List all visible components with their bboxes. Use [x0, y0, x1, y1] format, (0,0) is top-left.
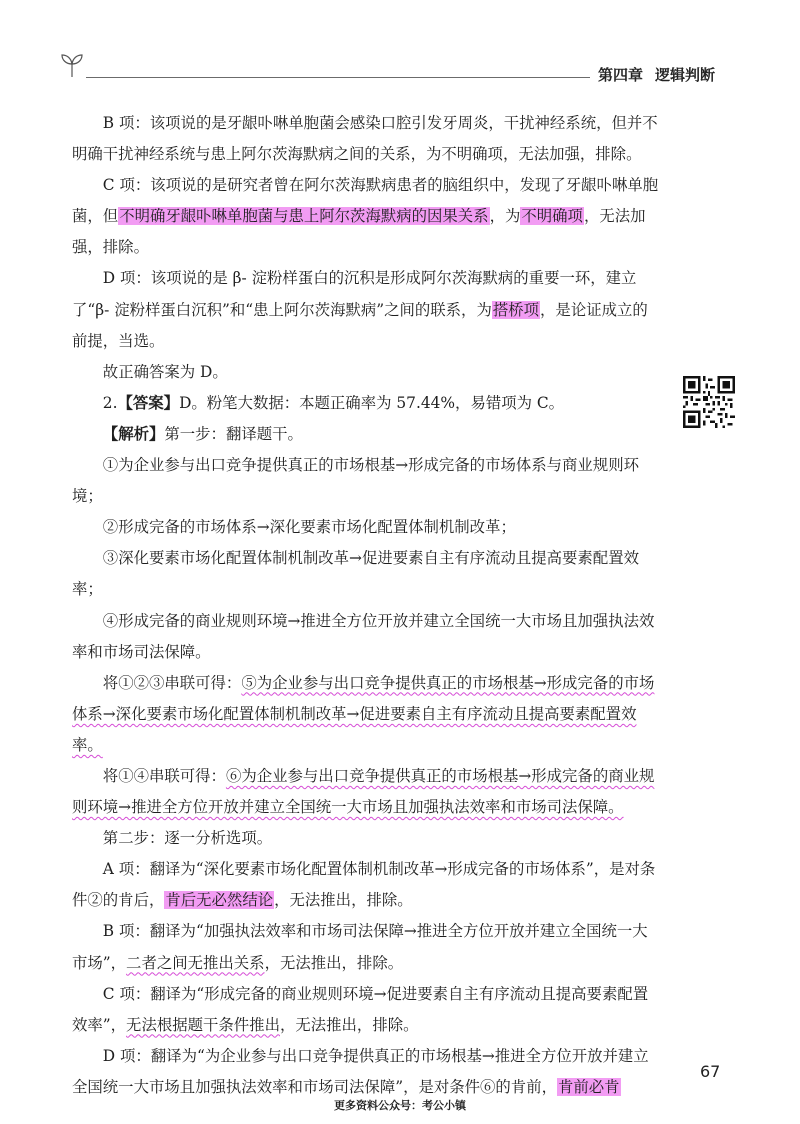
wavy-underline: ⑥为企业参与出口竞争提供真正的市场根基→形成完备的商业规则环境→推进全方位开放并建立全国统一大市场且加强执法效率和市场司法保障。	[72, 766, 655, 817]
text-segment: B 项：翻译为“加强执法效率和市场司法保障→推进全方位开放并建立全国统一大市场”，	[72, 922, 648, 972]
text-segment: C 项：翻译为“形成完备的商业规则环境→促进要素自主有序流动且提高要素配置效率”，	[72, 984, 649, 1034]
step-2-heading: 第二步：逐一分析选项。	[102, 829, 273, 848]
analysis-heading	[72, 419, 662, 450]
text-segment: ，无法推出，排除。	[279, 1015, 419, 1034]
page-header	[0, 0, 800, 100]
footer-note: 更多资料公众号：考公小镇	[334, 1099, 466, 1112]
text-segment: 将①②③串联可得：	[102, 673, 242, 692]
text-segment: ，无法推出，排除。	[264, 953, 404, 972]
text-segment: ，无法加强，排除。	[72, 207, 646, 257]
text-segment: ，无法推出，排除。	[274, 891, 413, 910]
sprout-icon	[58, 50, 86, 78]
condition-3: ③深化要素市场化配置体制机制改革→促进要素自主有序流动且提高要素配置效率；	[72, 549, 639, 599]
chapter-number: 第四章	[598, 66, 644, 84]
question-number: 2.	[102, 393, 118, 412]
qr-code-icon[interactable]	[683, 376, 735, 428]
page-body	[72, 108, 662, 1103]
condition-2: ②形成完备的市场体系→深化要素市场化配置体制机制改革；	[102, 518, 516, 537]
analysis-step-1: 第一步：翻译题干。	[164, 424, 303, 443]
answer-label: 【答案】	[117, 393, 180, 412]
option-d-analysis-1	[72, 263, 662, 356]
highlight: 搭桥项	[492, 300, 540, 319]
option-d-analysis-2	[72, 1041, 662, 1103]
highlight: 不明确项	[521, 207, 583, 226]
highlight: 肯前必肯	[557, 1077, 620, 1096]
chain-1	[72, 668, 662, 761]
option-c-analysis-1	[72, 170, 662, 263]
page-number: 67	[700, 1062, 721, 1081]
text-segment: C 项：该项说的是研究者曾在阿尔茨海默病患者的脑组织中，发现了牙龈卟啉单胞菌，但	[72, 176, 659, 226]
chapter-name: 逻辑判断	[655, 66, 716, 84]
wavy-underline: 无法根据题干条件推出	[126, 1015, 280, 1034]
text-segment: A 项：翻译为“深化要素市场化配置体制机制改革→形成完备的市场体系”，是对条件②的肯后，	[72, 860, 656, 910]
wavy-underline: 二者之间无推出关系	[126, 953, 265, 972]
chapter-title	[598, 64, 715, 85]
highlight: 不明确牙龈卟啉单胞菌与患上阿尔茨海默病的因果关系	[119, 207, 489, 226]
text-segment: D 项：该项说的是 β- 淀粉样蛋白的沉积是形成阿尔茨海默病的重要一环，建立了“β- 淀粉样蛋白沉积”和“患上阿尔茨海默病”之间的联系，为	[72, 269, 637, 319]
analysis-label: 【解析】	[102, 424, 165, 443]
option-c-analysis-2	[72, 979, 662, 1041]
conclusion: 故正确答案为 D。	[102, 362, 228, 381]
highlight: 肯后无必然结论	[165, 891, 274, 910]
text-segment: ，是论证成立的前提，当选。	[72, 300, 648, 350]
header-rule	[86, 77, 590, 78]
text-segment: D 项：翻译为“为企业参与出口竞争提供真正的市场根基→推进全方位开放并建立全国统一大市场且加强执法效率和市场司法保障”，是对条件⑥的肯前，	[72, 1046, 649, 1096]
condition-1: ①为企业参与出口竞争提供真正的市场根基→形成完备的市场体系与商业规则环境；	[72, 456, 639, 506]
chain-2	[72, 761, 662, 823]
condition-4: ④形成完备的商业规则环境→推进全方位开放并建立全国统一大市场且加强执法效率和市场司法保障。	[72, 611, 655, 661]
answer-text: D。粉笔大数据：本题正确率为 57.44%，易错项为 C。	[179, 393, 565, 412]
wavy-underline: ⑤为企业参与出口竞争提供真正的市场根基→形成完备的市场体系→深化要素市场化配置体制机制改革→促进要素自主有序流动且提高要素配置效率。	[72, 673, 655, 754]
option-b-analysis-2	[72, 916, 662, 978]
option-b-analysis-1: B 项：该项说的是牙龈卟啉单胞菌会感染口腔引发牙周炎，干扰神经系统，但并不明确干扰神经系统与患上阿尔茨海默病之间的关系，为不明确项，无法加强，排除。	[72, 114, 658, 164]
text-segment: 将①④串联可得：	[102, 766, 226, 785]
question-2-answer	[72, 388, 662, 419]
text-segment: ，为	[489, 207, 521, 226]
option-a-analysis-2	[72, 854, 662, 916]
